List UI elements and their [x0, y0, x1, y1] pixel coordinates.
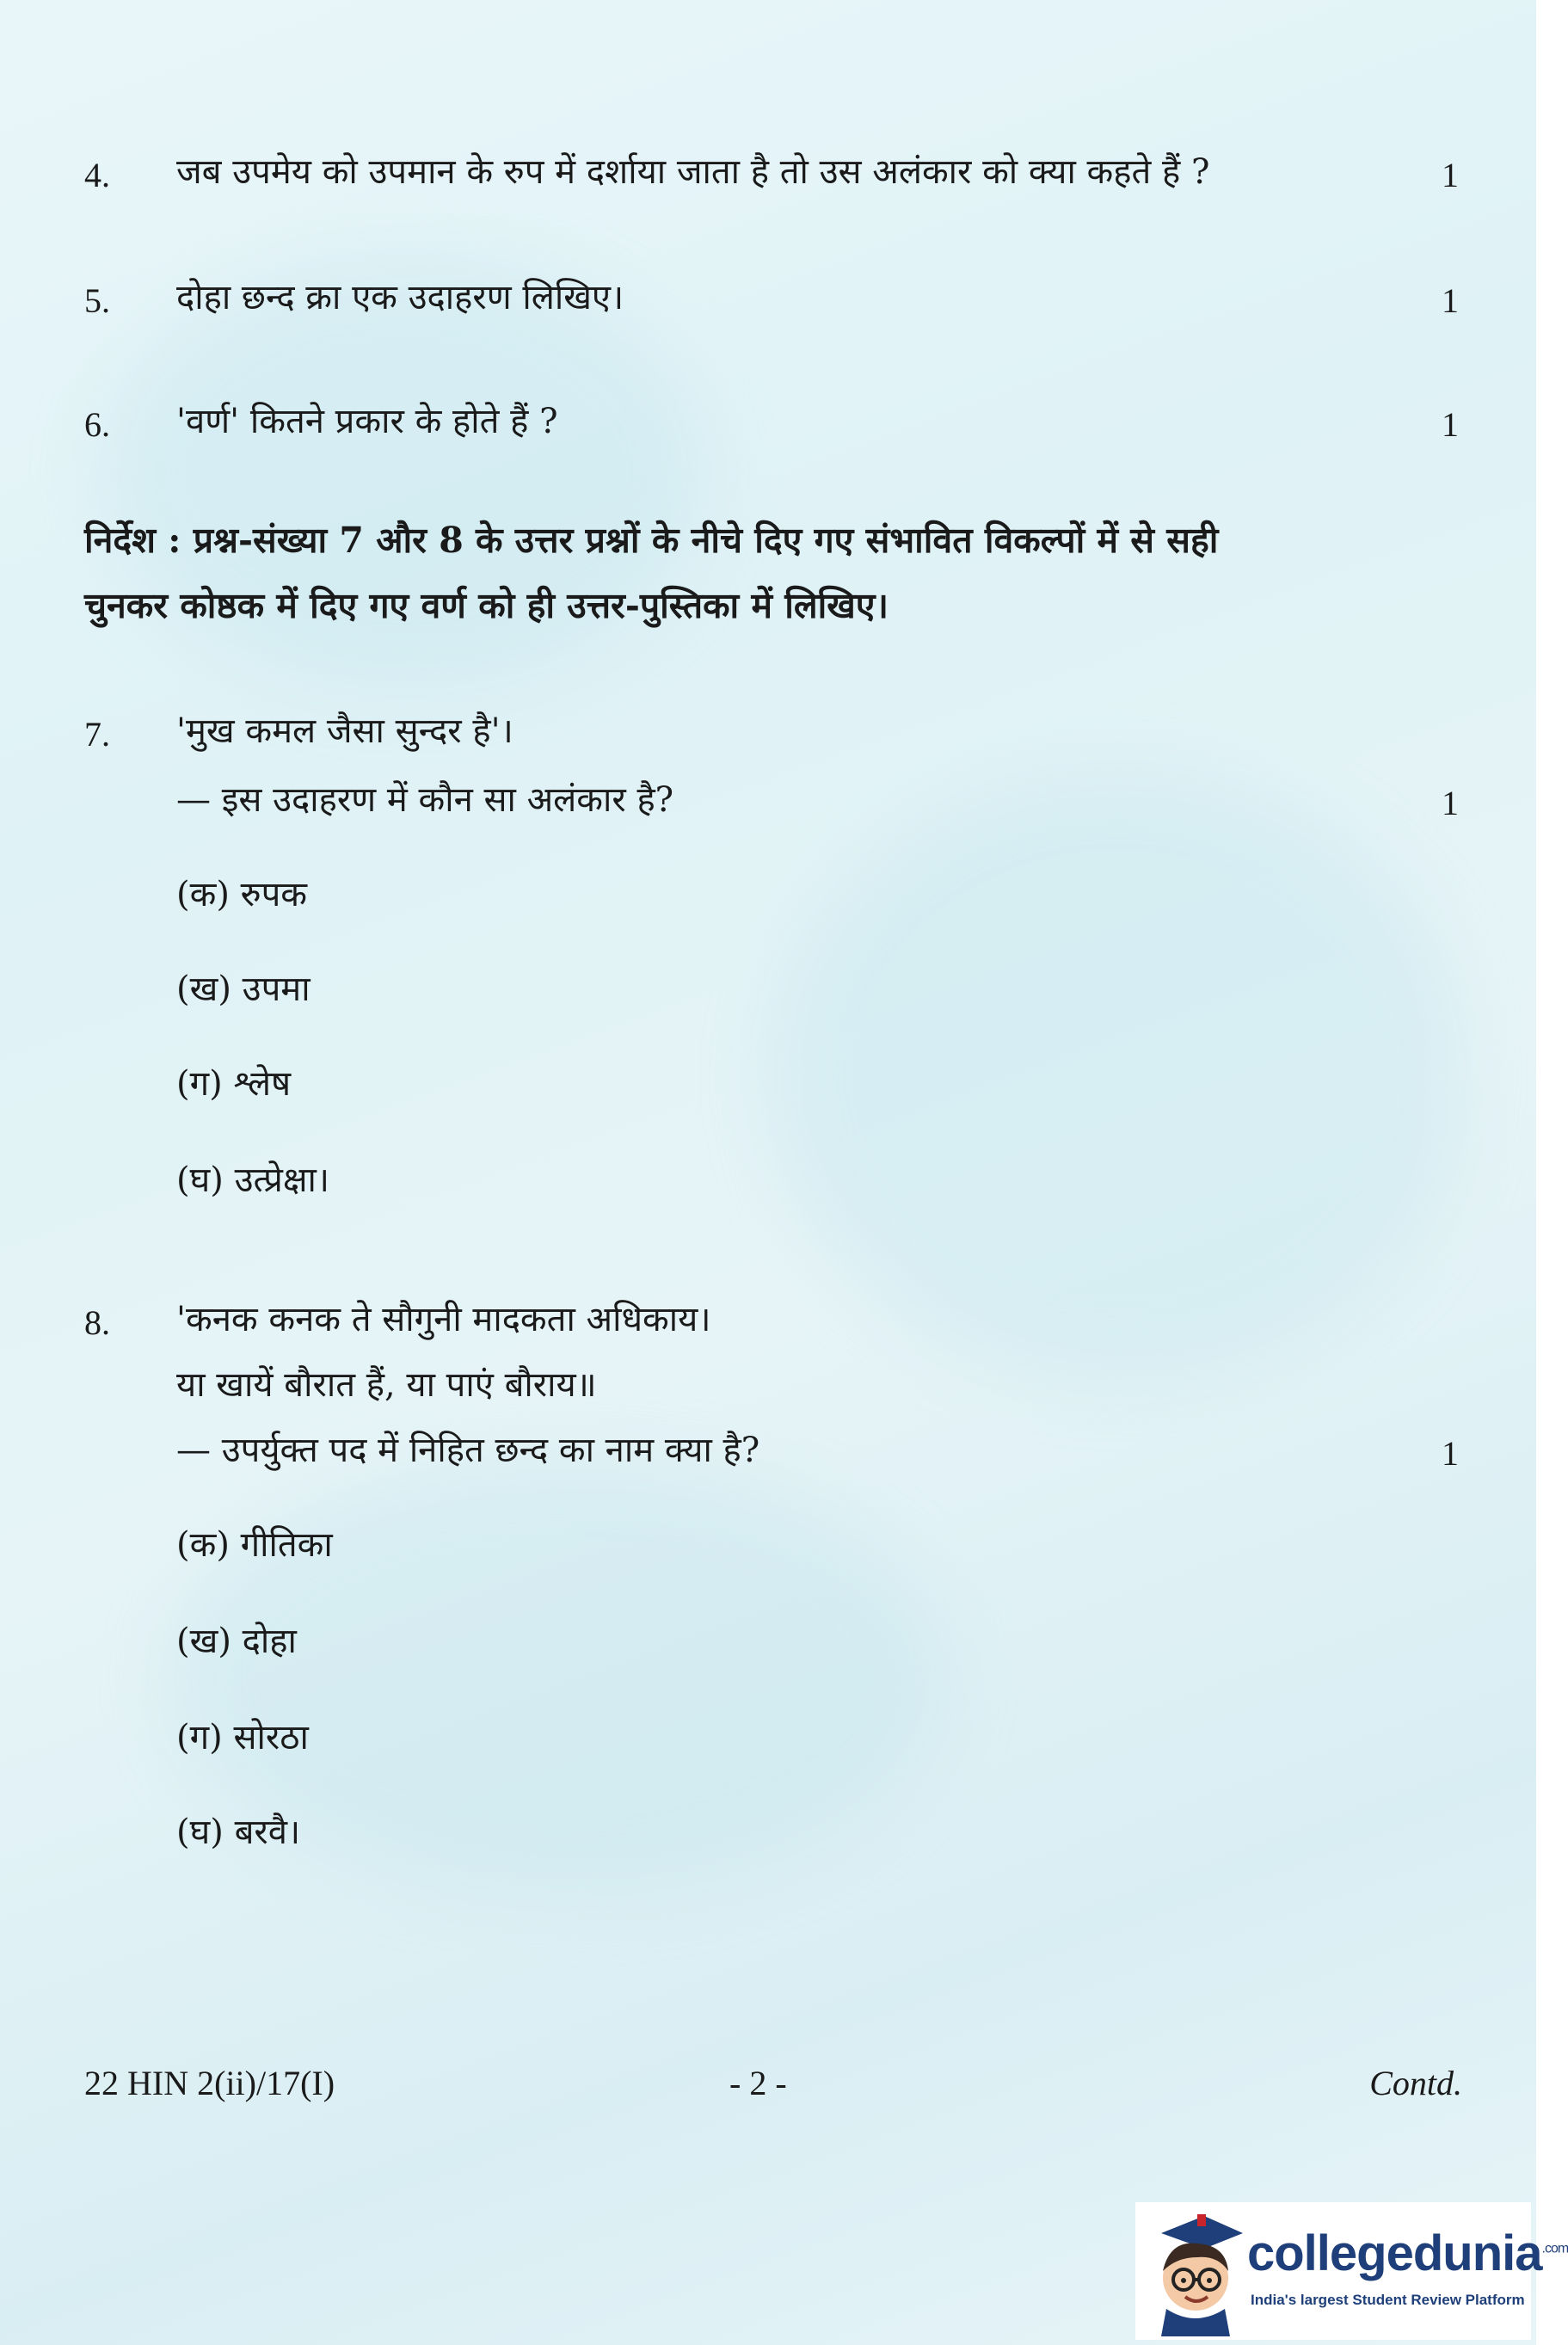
question-number: 6.	[84, 405, 110, 444]
option-ga: (ग) श्लेष	[176, 1064, 292, 1104]
option-ka: (क) गीतिका	[176, 1525, 333, 1565]
question-marks: 1	[1442, 405, 1459, 444]
collegedunia-logo	[1135, 2202, 1568, 2340]
logo-tagline: India's largest Student Review Platform	[1251, 2292, 1525, 2308]
question-number: 5.	[84, 281, 110, 320]
question-number: 7.	[84, 715, 110, 754]
question-marks: 1	[1442, 1434, 1459, 1473]
option-gha: (घ) बरवै।	[176, 1813, 301, 1852]
paper-code: 22 HIN 2(ii)/17(I)	[84, 2064, 335, 2102]
option-kha: (ख) उपमा	[176, 969, 311, 1009]
question-subtext: — इस उदाहरण में कौन सा अलंकार है?	[176, 780, 674, 820]
question-text-line-2: या खायें बौरात हैं, या पाएं बौराय॥	[176, 1365, 597, 1405]
logo-wordmark: collegedunia$^{.com}$	[1247, 2225, 1568, 2281]
question-text: जब उपमेय को उपमान के रुप में दर्शाया जाता है तो उस अलंकार को क्या कहते हैं ?	[176, 152, 1210, 192]
page-number: - 2 -	[729, 2064, 787, 2102]
question-marks: 1	[1442, 156, 1459, 194]
question-number: 8.	[84, 1303, 110, 1342]
question-text: दोहा छन्द क्रा एक उदाहरण लिखिए।	[176, 278, 624, 317]
instruction-line-2: चुनकर कोष्ठक में दिए गए वर्ण को ही उत्तर-पुस्तिका में लिखिए।	[84, 585, 889, 626]
option-gha: (घ) उत्प्रेक्षा।	[176, 1160, 330, 1200]
question-text: 'कनक कनक ते सौगुनी मादकता अधिकाय।	[176, 1300, 711, 1339]
option-kha: (ख) दोहा	[176, 1622, 297, 1661]
scan-shade	[774, 774, 1462, 1376]
question-marks: 1	[1442, 281, 1459, 320]
question-text: 'वर्ण' कितने प्रकार के होते हैं ?	[176, 402, 558, 441]
option-ka: (क) रुपक	[176, 875, 308, 914]
continued-label: Contd.	[1369, 2064, 1462, 2102]
student-mascot-icon	[1144, 2207, 1247, 2336]
instruction-line-1: निर्देश : प्रश्न-संख्या 7 और 8 के उत्तर प्रश्नों के नीचे दिए गए संभावित विकल्पों में से सही	[84, 520, 1219, 561]
option-ga: (ग) सोरठा	[176, 1718, 309, 1757]
question-subtext: — उपर्युक्त पद में निहित छन्द का नाम क्या है?	[176, 1431, 760, 1470]
question-marks: 1	[1442, 784, 1459, 822]
question-text: 'मुख कमल जैसा सुन्दर है'।	[176, 711, 513, 751]
question-number: 4.	[84, 156, 110, 194]
